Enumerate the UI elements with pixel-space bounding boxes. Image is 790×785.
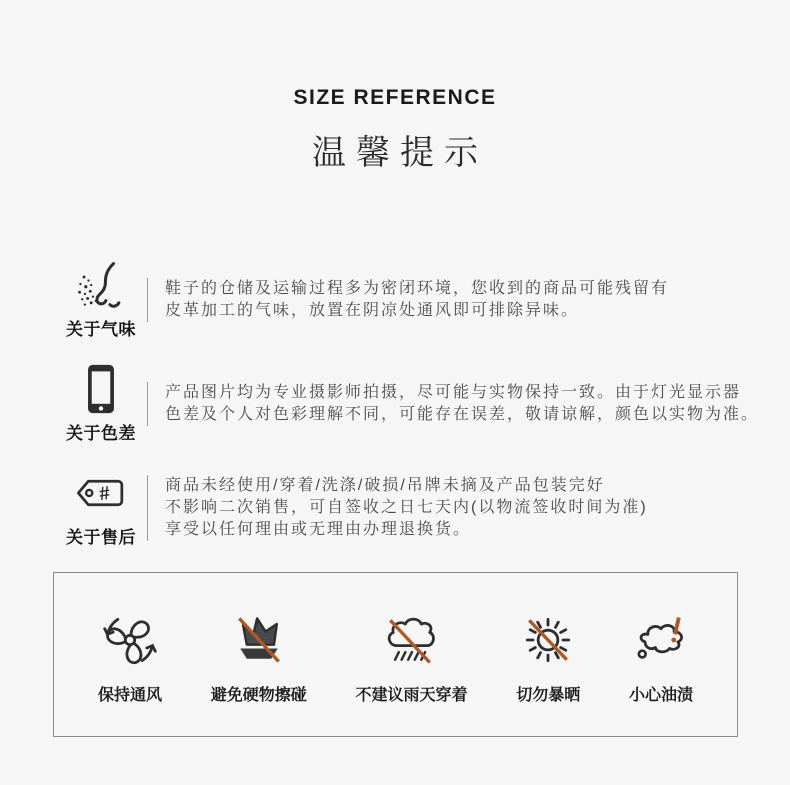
notice-label-color: 关于色差 xyxy=(66,424,136,443)
notice-text-odor: 鞋子的仓储及运输过程多为密闭环境，您收到的商品可能残留有 皮革加工的气味，放置在阴凉处通风即可排除异味。 xyxy=(147,278,669,322)
page-subtitle: 温馨提示 xyxy=(312,134,488,172)
care-item-no-sun xyxy=(516,610,580,705)
notice-after-sales xyxy=(55,468,754,548)
page-title: SIZE REFERENCE xyxy=(293,86,497,109)
care-tips-box xyxy=(53,572,738,737)
fan-icon xyxy=(100,610,160,670)
care-item-no-rain xyxy=(355,610,467,705)
nose-smell-icon xyxy=(72,260,130,310)
care-item-ventilation xyxy=(98,610,162,705)
care-item-no-hard-objects xyxy=(211,610,307,705)
care-item-oil-stain xyxy=(629,610,693,705)
oil-stain-warning-icon xyxy=(631,610,691,670)
notice-text-aftersales: 商品未经使用/穿着/洗涤/破损/吊牌未摘及产品包装完好 不影响二次销售，可自签收之日七天内(以物流签收时间为准) 享受以任何理由或无理由办理退换货。 xyxy=(147,475,648,541)
price-tag-icon xyxy=(72,468,130,518)
care-label-ventilation: 保持通风 xyxy=(98,687,163,704)
care-label-no-sun: 切勿暴晒 xyxy=(516,687,581,704)
svg-text:#: # xyxy=(97,482,112,506)
notice-text-color: 产品图片均为专业摄影师拍摄，尽可能与实物保持一致。由于灯光显示器 色差及个人对色彩理解不同，可能存在误差，敬请谅解，颜色以实物为准。 xyxy=(147,382,759,426)
smartphone-icon xyxy=(85,364,117,414)
no-hard-objects-icon xyxy=(229,610,289,670)
no-rain-icon xyxy=(381,610,441,670)
no-sun-exposure-icon xyxy=(518,610,578,670)
care-label-oil-stain: 小心油渍 xyxy=(628,687,693,704)
notice-color-difference xyxy=(55,364,760,444)
notice-label-odor: 关于气味 xyxy=(66,320,136,339)
care-label-no-hard-objects: 避免硬物擦碰 xyxy=(210,687,307,704)
notice-list xyxy=(0,260,790,548)
notice-odor xyxy=(55,260,754,340)
care-label-no-rain: 不建议雨天穿着 xyxy=(355,687,468,704)
notice-label-aftersales: 关于售后 xyxy=(66,528,136,547)
